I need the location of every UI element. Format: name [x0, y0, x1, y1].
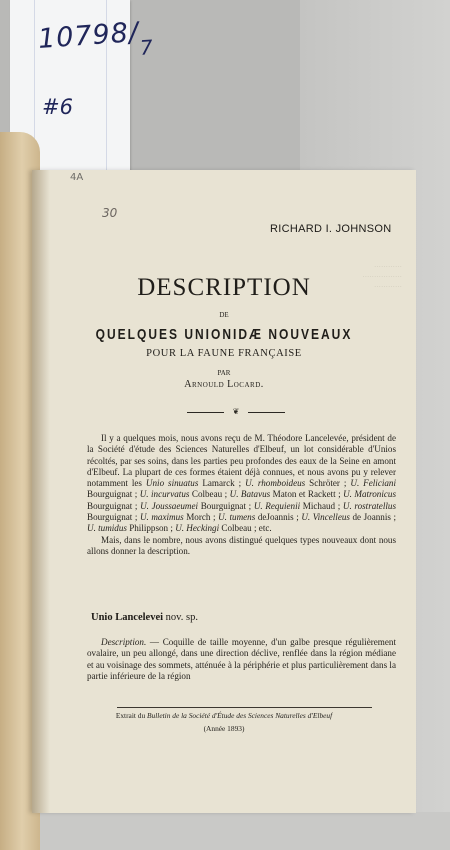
document-title: DESCRIPTION — [137, 274, 311, 301]
corner-pencil-mark: 4A — [70, 172, 84, 183]
species-italic: U. Heckingi — [175, 523, 220, 534]
text: Il y a quelques mois, nous avons reçu de M. Théodore Lancelevée, président de la Société d'étude des Sciences Naturelles d'Elbeuf, un lot considérable d'Unios récoltés, par ses soins, dans les parties peu profondes des eaux de la Seine en amont d'Elbeuf. La plupart de ces formes étaient déjà connues, et nous avons pu y relever notamment les — [87, 433, 396, 489]
species-italic: U. Joussaeumei — [140, 500, 199, 511]
species-heading — [91, 612, 198, 623]
species-name: Unio Lancelevei — [91, 612, 164, 623]
species-italic: U. Requienii — [253, 500, 301, 511]
paragraph-new-types: Mais, dans le nombre, nous avons distingué quelques types nouveaux dont nous allons donner la description. — [87, 534, 396, 556]
bleed-through-text: ············ ················· ············ — [362, 263, 402, 291]
text: Bourguignat ; — [87, 512, 140, 523]
species-italic: U. Vincelleus — [301, 512, 350, 523]
text: Bourguignat ; — [198, 500, 254, 511]
description-text: — Coquille de taille moyenne, d'un galbe presque régulièrement ovalaire, un peu allongé, dans une direction déclive, renflée dans la région médiane et au voisinage des sommets, atténuée à la périphérie et plus particulièrement dans la partie inférieure de la région — [87, 637, 396, 681]
text: Bourguignat ; — [87, 489, 140, 500]
handwritten-page-number: 30 — [102, 206, 118, 220]
table-surface — [0, 812, 450, 850]
footer-prefix: Extrait du — [115, 711, 148, 720]
species-italic: U. Matronicus — [343, 489, 396, 500]
species-italic: U. rhomboideus — [245, 478, 306, 489]
footer-rule — [117, 707, 372, 708]
species-suffix: nov. sp. — [163, 612, 198, 623]
title-connector: DE — [219, 311, 229, 319]
species-italic: U. tumens — [218, 512, 256, 523]
author-stamp: RICHARD I. JOHNSON — [270, 223, 392, 235]
ornament-icon: ❦ — [224, 406, 248, 418]
text: Colbeau ; — [189, 489, 230, 500]
species-italic: U. incurvatus — [139, 489, 190, 500]
paragraph-intro — [87, 433, 396, 535]
note-number: 10798/ — [37, 16, 140, 55]
text: de Joannis ; — [349, 512, 397, 523]
species-italic: U. maximus — [139, 512, 184, 523]
text: Lamarck ; — [198, 478, 246, 489]
text: Maton et Rackett ; — [270, 489, 344, 500]
description-label: Description. — [101, 637, 147, 647]
by-label: PAR — [217, 369, 231, 377]
species-italic: U. rostratellus — [342, 500, 396, 511]
body-text — [87, 433, 396, 557]
species-italic: U. tumidus — [87, 523, 127, 534]
text: Bourguignat ; — [87, 500, 141, 511]
author-name: Arnould Locard. — [184, 379, 264, 390]
species-description — [87, 637, 396, 682]
note-number-suffix: 7 — [139, 34, 155, 60]
document-page — [32, 170, 416, 813]
note-handwriting-tag: #6 — [42, 95, 73, 119]
document-subtitle-2: POUR LA FAUNE FRANÇAISE — [146, 348, 302, 359]
text: Colbeau ; etc. — [219, 523, 272, 534]
document-subtitle: QUELQUES UNIONIDÆ NOUVEAUX — [95, 325, 353, 343]
note-handwriting-number — [37, 16, 155, 60]
footer-year: (Année 1893) — [203, 724, 245, 733]
text: deJoannis ; — [255, 512, 302, 523]
text: Philippson ; — [126, 523, 176, 534]
species-italic: U. Batavus — [229, 489, 271, 500]
text: Morch ; — [183, 512, 219, 523]
species-italic: U. Feliciani — [350, 478, 397, 489]
text: Michaud ; — [300, 500, 343, 511]
footer-source — [32, 711, 416, 720]
species-italic: Unio sinuatus — [145, 478, 199, 489]
text: Schröter ; — [305, 478, 351, 489]
footer-bulletin: Bulletin de la Société d'Étude des Sciences Naturelles d'Elbeuf — [147, 711, 333, 720]
